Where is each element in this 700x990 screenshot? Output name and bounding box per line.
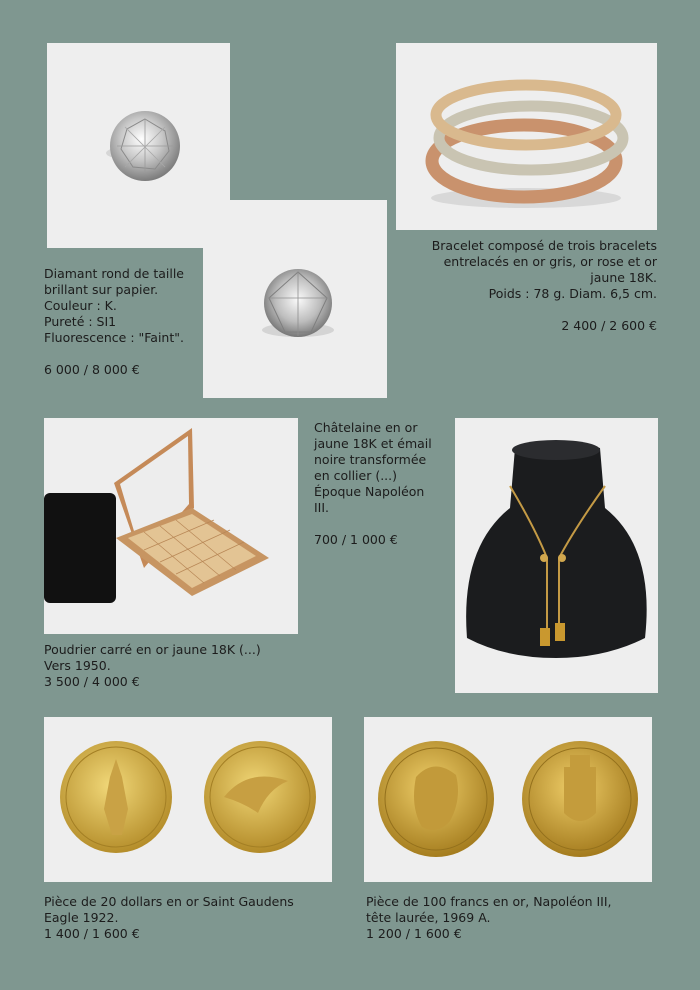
caption-line: brillant sur papier. — [44, 282, 159, 297]
coin-dollars-photo-front — [44, 717, 188, 882]
estimate: 6 000 / 8 000 € — [44, 362, 140, 377]
caption-line: III. — [314, 500, 330, 515]
coin-francs-photo-back — [508, 717, 652, 882]
caption-line: Vers 1950. — [44, 658, 111, 673]
caption-line: Pièce de 100 francs en or, Napoléon III, — [366, 894, 612, 909]
coin-dollars-photo-back — [188, 717, 332, 882]
caption-line: jaune 18K. — [590, 270, 657, 285]
caption-line: Pureté : SI1 — [44, 314, 117, 329]
compact-caption — [44, 642, 261, 690]
caption-line: noire transformée — [314, 452, 427, 467]
caption-line: Pièce de 20 dollars en or Saint Gaudens — [44, 894, 294, 909]
diamond-caption — [44, 266, 184, 378]
caption-line: tête laurée, 1969 A. — [366, 910, 491, 925]
caption-line: Poudrier carré en or jaune 18K (...) — [44, 642, 261, 657]
chatelaine-photo — [455, 418, 658, 693]
diamond-photo-2 — [203, 200, 387, 398]
estimate: 3 500 / 4 000 € — [44, 674, 140, 689]
caption-line: jaune 18K et émail — [314, 436, 432, 451]
caption-line: Diamant rond de taille — [44, 266, 185, 281]
caption-line: Couleur : K. — [44, 298, 117, 313]
caption-line: entrelacés en or gris, or rose et or — [443, 254, 657, 269]
coin-francs-photo-front — [364, 717, 508, 882]
estimate: 1 200 / 1 600 € — [366, 926, 462, 941]
caption-line: en collier (...) — [314, 468, 398, 483]
compact-photo — [44, 418, 298, 634]
chatelaine-caption — [314, 420, 432, 548]
bracelet-caption — [432, 238, 657, 334]
estimate: 1 400 / 1 600 € — [44, 926, 140, 941]
caption-line: Époque Napoléon — [314, 484, 425, 499]
coin-dollars-caption — [44, 894, 294, 942]
coin-francs-caption — [366, 894, 612, 942]
bracelet-photo — [396, 43, 657, 230]
estimate: 2 400 / 2 600 € — [561, 318, 657, 333]
caption-line: Eagle 1922. — [44, 910, 119, 925]
estimate: 700 / 1 000 € — [314, 532, 398, 547]
caption-line: Poids : 78 g. Diam. 6,5 cm. — [488, 286, 657, 301]
caption-line: Bracelet composé de trois bracelets — [431, 238, 657, 253]
caption-line: Fluorescence : "Faint". — [44, 330, 184, 345]
caption-line: Châtelaine en or — [314, 420, 418, 435]
